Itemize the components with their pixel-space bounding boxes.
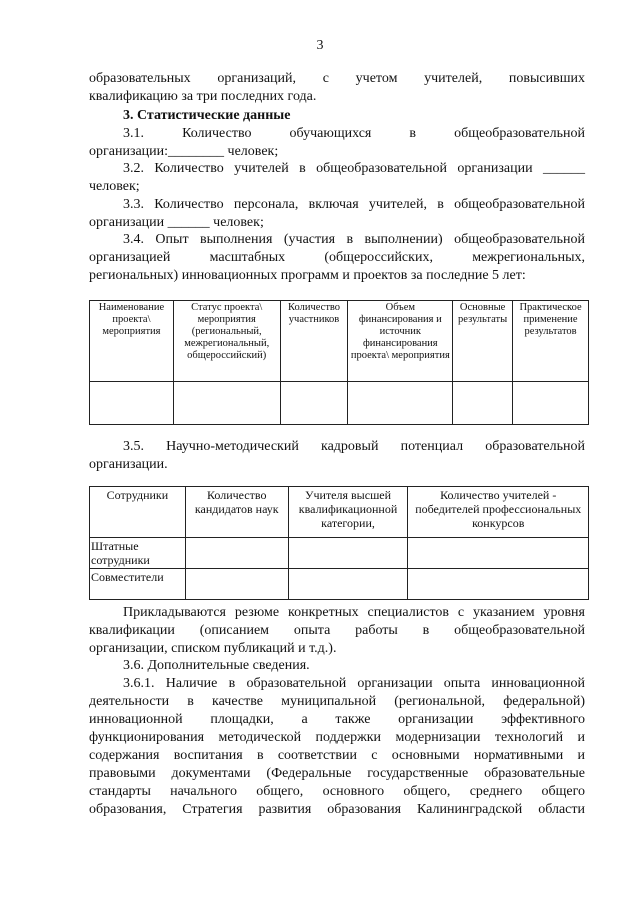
item-3-5-line-2: организации.: [89, 457, 168, 472]
projects-header-results: Основные результаты: [453, 301, 513, 382]
projects-cell: [513, 382, 589, 425]
intro-line-1: образовательных организаций, с учетом учителей, повысивших: [89, 71, 585, 86]
staff-cell: [288, 569, 408, 600]
projects-header-name: Наименование проекта\ мероприятия: [90, 301, 174, 382]
item-3-6-1-line-5: содержания воспитания в соответствии с основными нормативными и: [89, 748, 585, 763]
item-3-6-1-line-6: правовыми документами (Федеральные государственные образовательные: [89, 766, 585, 781]
item-3-6-1-line-7: стандарты начального общего, основного общего, среднего общего: [89, 784, 585, 799]
section-3-heading: 3. Статистические данные: [123, 108, 291, 123]
projects-header-funding: Объем финансирования и источник финансирования проекта\ мероприятия: [348, 301, 453, 382]
projects-header-status: Статус проекта\ мероприятия (региональный, межрегиональный, общероссийский): [173, 301, 280, 382]
item-3-5-line-1: 3.5. Научно-методический кадровый потенциал образовательной: [123, 439, 585, 454]
projects-table: [89, 300, 589, 425]
projects-cell: [453, 382, 513, 425]
staff-cell: [408, 538, 589, 569]
item-3-2-line-1: 3.2. Количество учителей в общеобразовательной организации ______: [123, 161, 585, 176]
item-3-6-1-line-8: образования, Стратегия развития образования Калининградской области: [89, 802, 585, 817]
staff-row-label: Совместители: [90, 569, 186, 600]
projects-header-application: Практическое применение результатов: [513, 301, 589, 382]
staff-header-contest-winners: Количество учителей - победителей профессиональных конкурсов: [408, 487, 589, 538]
item-3-3-line-2: организации ______ человек;: [89, 215, 264, 230]
item-3-4-line-1: 3.4. Опыт выполнения (участия в выполнении) общеобразовательной: [123, 232, 585, 247]
item-3-2-line-2: человек;: [89, 179, 140, 194]
item-3-6-1-line-3: инновационной площадки, а также организации эффективного: [89, 712, 585, 727]
projects-cell: [173, 382, 280, 425]
projects-cell: [280, 382, 348, 425]
item-3-6-1-line-2: деятельности в качестве муниципальной (региональной, федеральной): [89, 694, 585, 709]
item-3-1-line-1: 3.1. Количество обучающихся в общеобразовательной: [123, 126, 585, 141]
staff-header-employees: Сотрудники: [90, 487, 186, 538]
projects-table-row: [90, 382, 589, 425]
attachment-line-2: квалификации (описанием опыта работы в общеобразовательной: [89, 623, 585, 638]
staff-cell: [288, 538, 408, 569]
projects-header-participants: Количество участников: [280, 301, 348, 382]
staff-table-header-row: [90, 487, 589, 538]
staff-cell: [185, 569, 288, 600]
item-3-4-line-2: организацией масштабных (общероссийских, межрегиональных,: [89, 250, 585, 265]
staff-table: [89, 486, 589, 600]
projects-cell: [348, 382, 453, 425]
staff-table-row: [90, 569, 589, 600]
projects-cell: [90, 382, 174, 425]
intro-line-2: квалификацию за три последних года.: [89, 89, 317, 104]
staff-cell: [185, 538, 288, 569]
item-3-4-line-3: региональных) инновационных программ и проектов за последние 5 лет:: [89, 268, 526, 283]
item-3-3-line-1: 3.3. Количество персонала, включая учителей, в общеобразовательной: [123, 197, 585, 212]
item-3-6-1-line-1: 3.6.1. Наличие в образовательной организации опыта инновационной: [123, 676, 585, 691]
item-3-1-line-2: организации:________ человек;: [89, 144, 279, 159]
item-3-6-1-line-4: функционирования методической поддержки модернизации технологий и: [89, 730, 585, 745]
staff-cell: [408, 569, 589, 600]
staff-row-label: Штатные сотрудники: [90, 538, 186, 569]
staff-header-highest-category: Учителя высшей квалификационной категории,: [288, 487, 408, 538]
page-number: 3: [316, 38, 324, 53]
attachment-line-3: организации, списком публикаций и т.д.).: [89, 641, 337, 656]
staff-table-row: [90, 538, 589, 569]
staff-header-candidates: Количество кандидатов наук: [185, 487, 288, 538]
item-3-6: 3.6. Дополнительные сведения.: [123, 658, 310, 673]
projects-table-header-row: [90, 301, 589, 382]
attachment-line-1: Прикладываются резюме конкретных специалистов с указанием уровня: [123, 605, 585, 620]
